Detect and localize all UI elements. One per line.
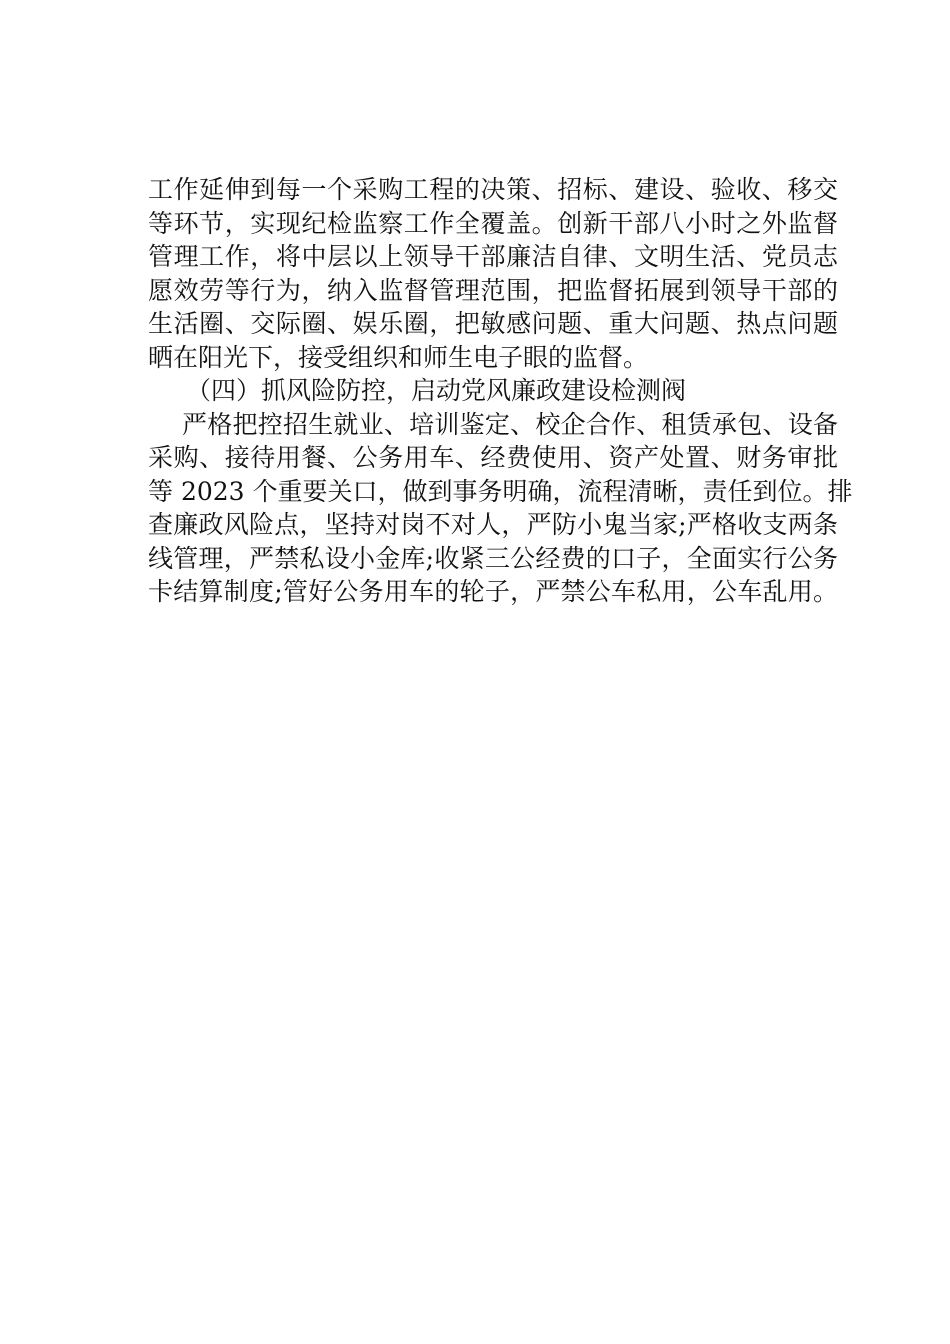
- body-line: 愿效劳等行为，纳入监督管理范围，把监督拓展到领导干部的: [148, 276, 838, 305]
- body-line: 卡结算制度;管好公务用车的轮子，严禁公车私用，公车乱用。: [148, 577, 838, 606]
- body-line: 线管理，严禁私设小金库;收紧三公经费的口子，全面实行公务: [148, 544, 838, 573]
- body-line: 管理工作，将中层以上领导干部廉洁自律、文明生活、党员志: [148, 242, 838, 271]
- body-line: 晒在阳光下，接受组织和师生电子眼的监督。: [148, 343, 649, 372]
- body-line: 等 2023 个重要关口，做到事务明确，流程清晰，责任到位。排: [148, 477, 853, 506]
- body-line: 等环节，实现纪检监察工作全覆盖。创新干部八小时之外监督: [148, 209, 838, 238]
- body-line: 生活圈、交际圈、娱乐圈，把敏感问题、重大问题、热点问题: [148, 309, 838, 338]
- body-line: 采购、接待用餐、公务用车、经费使用、资产处置、财务审批: [148, 443, 838, 472]
- body-line: 工作延伸到每一个采购工程的决策、招标、建设、验收、移交: [148, 175, 838, 204]
- section-subheading: （四）抓风险防控，启动党风廉政建设检测阀: [186, 376, 687, 405]
- body-line: 查廉政风险点，坚持对岗不对人，严防小鬼当家;严格收支两条: [148, 510, 838, 539]
- paragraph-first-line: 严格把控招生就业、培训鉴定、校企合作、租赁承包、设备: [182, 410, 838, 439]
